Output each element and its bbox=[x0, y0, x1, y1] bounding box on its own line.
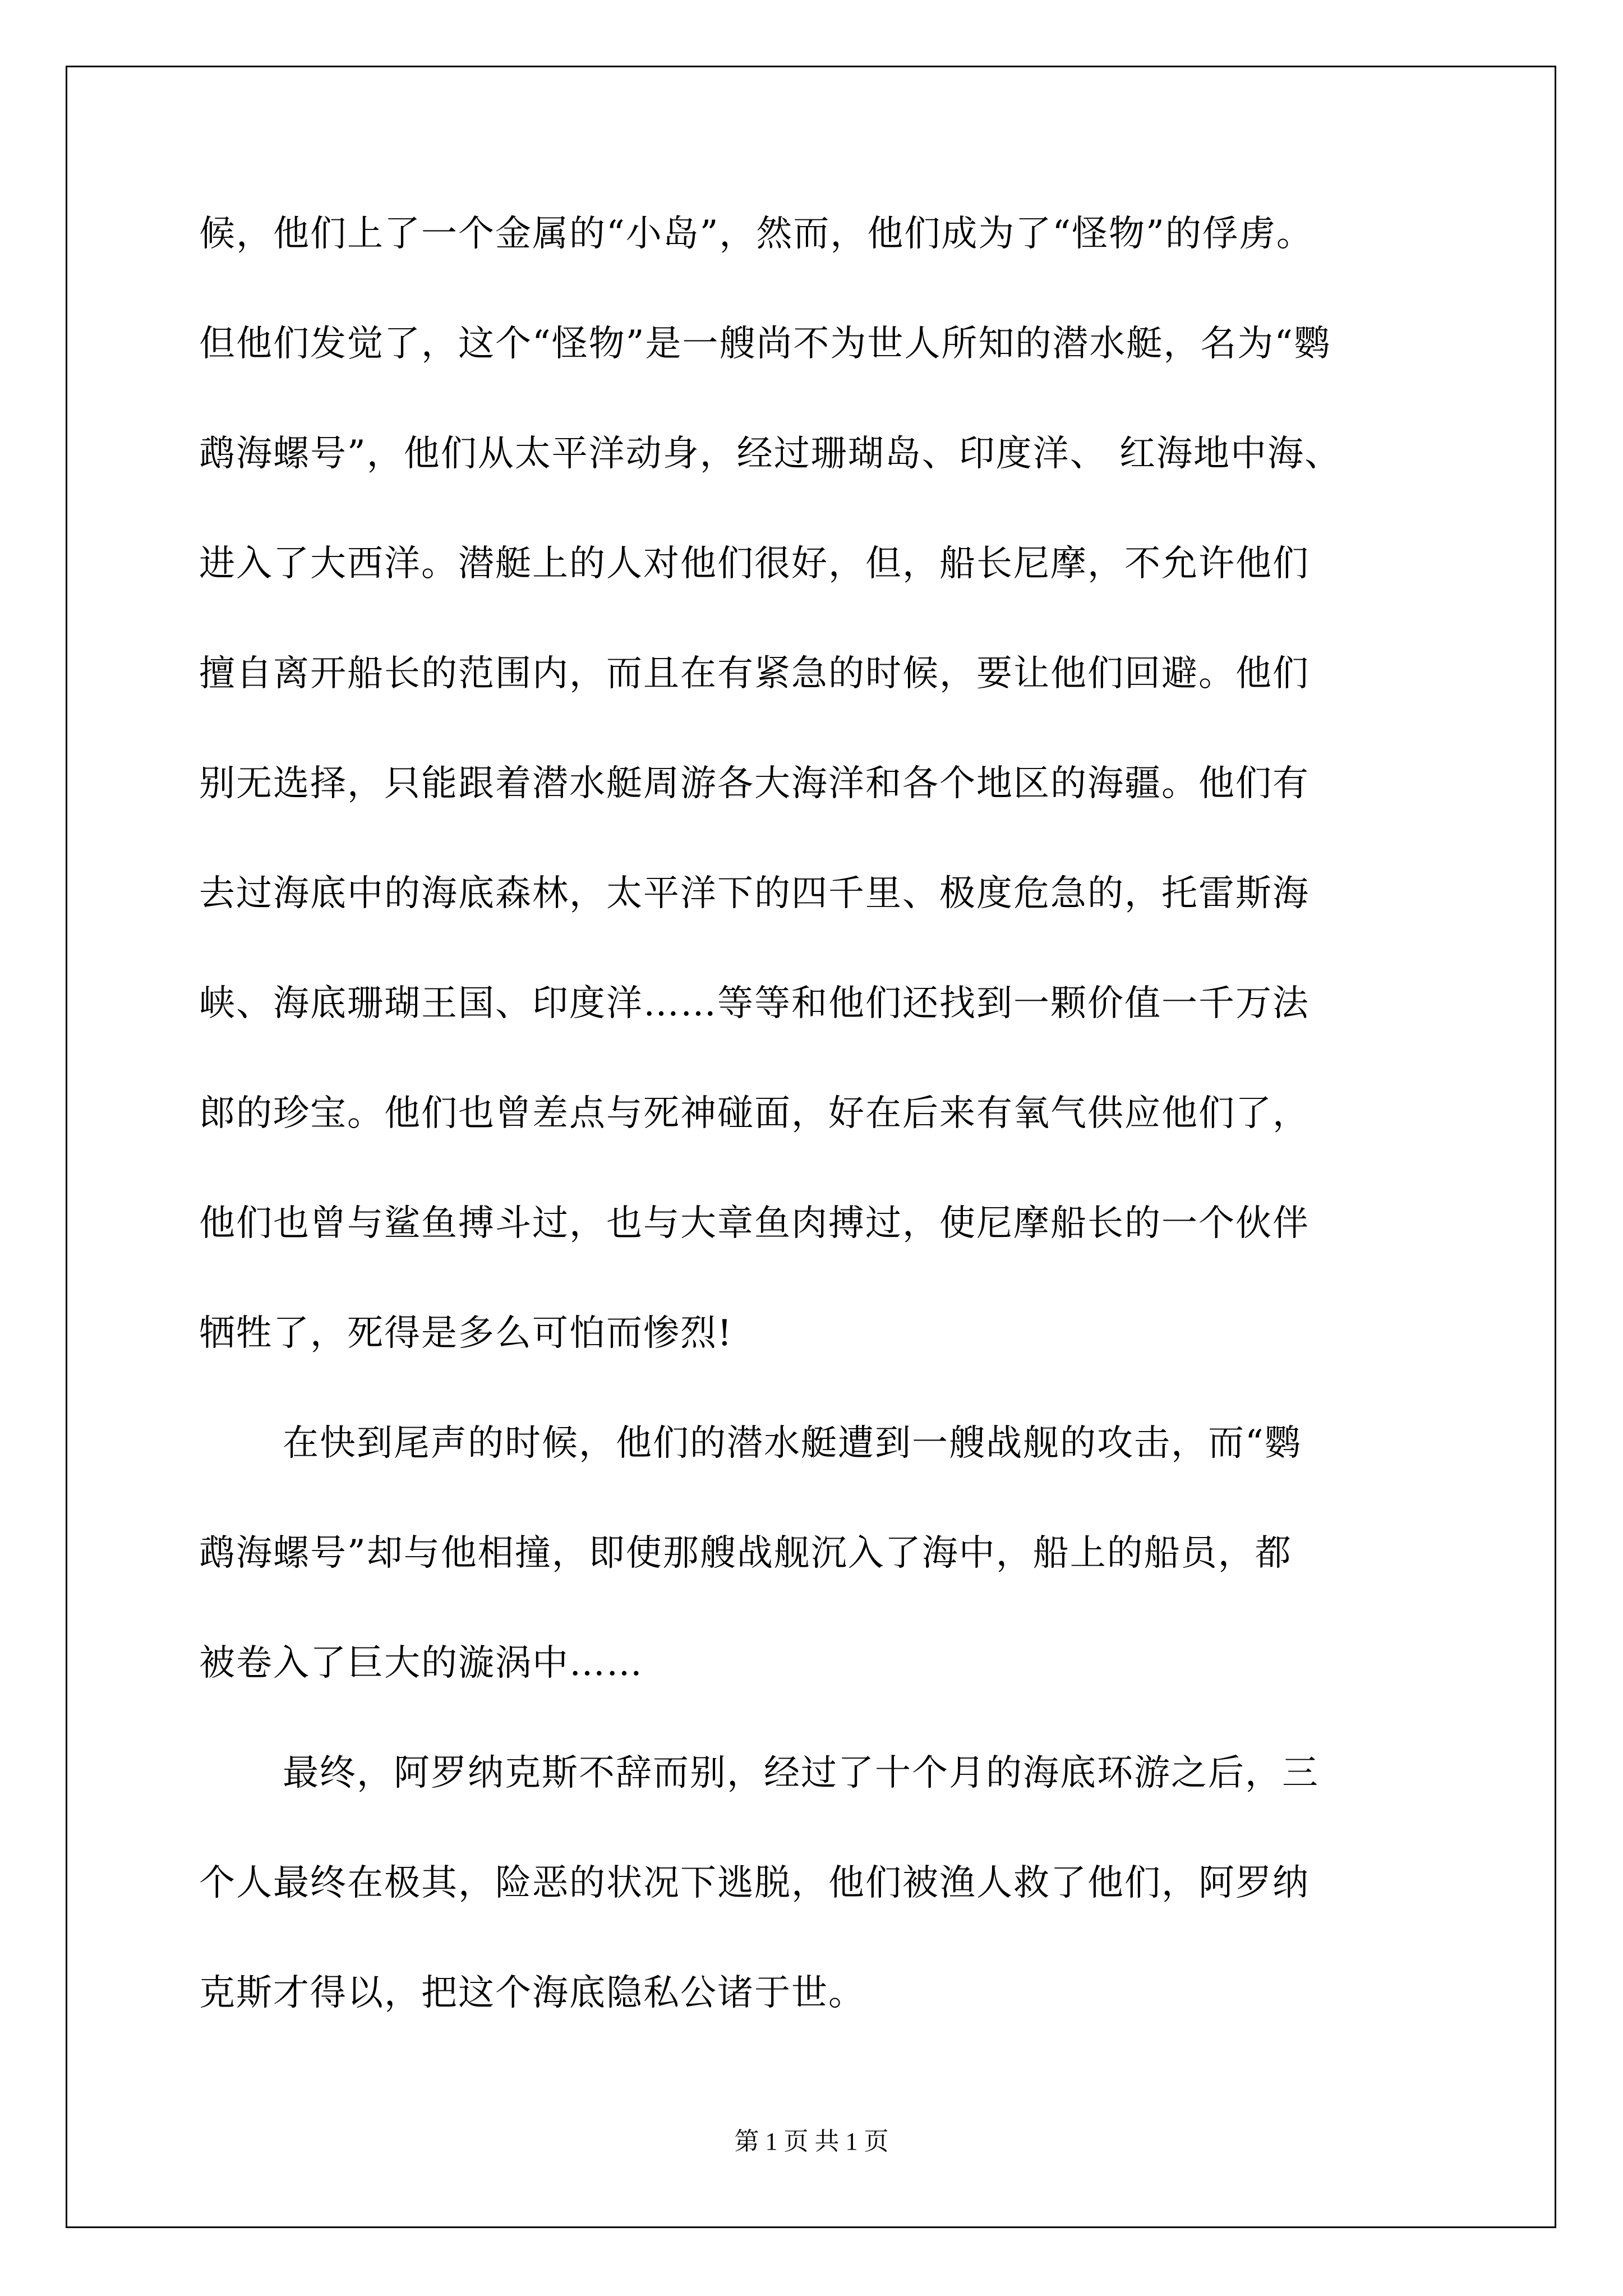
body-text-line: 鹉海螺号”，他们从太平洋动身，经过珊瑚岛、印度洋、 红海地中海、 bbox=[199, 433, 1342, 475]
paragraph-first-line: 最终，阿罗纳克斯不辞而别，经过了十个月的海底环游之后，三 bbox=[283, 1752, 1319, 1794]
body-text-line: 郎的珍宝。他们也曾差点与死神碰面，好在后来有氧气供应他们了， bbox=[199, 1093, 1310, 1134]
body-text-line: 进入了大西洋。潜艇上的人对他们很好，但，船长尼摩，不允许他们 bbox=[199, 543, 1310, 585]
body-text-line: 别无选择，只能跟着潜水艇周游各大海洋和各个地区的海疆。他们有 bbox=[199, 763, 1310, 804]
body-text-line: 但他们发觉了，这个“怪物”是一艘尚不为世人所知的潜水艇，名为“鹦 bbox=[199, 323, 1331, 365]
page-footer: 第 1 页 共 1 页 bbox=[734, 2128, 889, 2155]
body-text-line: 个人最终在极其，险恶的状况下逃脱，他们被渔人救了他们，阿罗纳 bbox=[199, 1862, 1310, 1904]
body-text-line: 候，他们上了一个金属的“小岛”，然而，他们成为了“怪物”的俘虏。 bbox=[199, 213, 1313, 255]
body-text-line: 峡、海底珊瑚王国、印度洋……等等和他们还找到一颗价值一千万法 bbox=[199, 983, 1310, 1024]
body-text-line: 他们也曾与鲨鱼搏斗过，也与大章鱼肉搏过，使尼摩船长的一个伙伴 bbox=[199, 1203, 1310, 1244]
body-text-line: 去过海底中的海底森林，太平洋下的四千里、极度危急的，托雷斯海 bbox=[199, 873, 1310, 914]
body-text-line: 擅自离开船长的范围内，而且在有紧急的时候，要让他们回避。他们 bbox=[199, 653, 1310, 694]
body-text-line: 牺牲了，死得是多么可怕而惨烈! bbox=[199, 1313, 733, 1354]
body-text-line: 鹉海螺号”却与他相撞，即使那艘战舰沉入了海中，船上的船员，都 bbox=[199, 1533, 1292, 1574]
body-text-line: 克斯才得以，把这个海底隐私公诸于世。 bbox=[199, 1972, 865, 2014]
paragraph-first-line: 在快到尾声的时候，他们的潜水艇遭到一艘战舰的攻击，而“鹦 bbox=[283, 1423, 1302, 1464]
body-text-line: 被卷入了巨大的漩涡中…… bbox=[199, 1642, 643, 1684]
